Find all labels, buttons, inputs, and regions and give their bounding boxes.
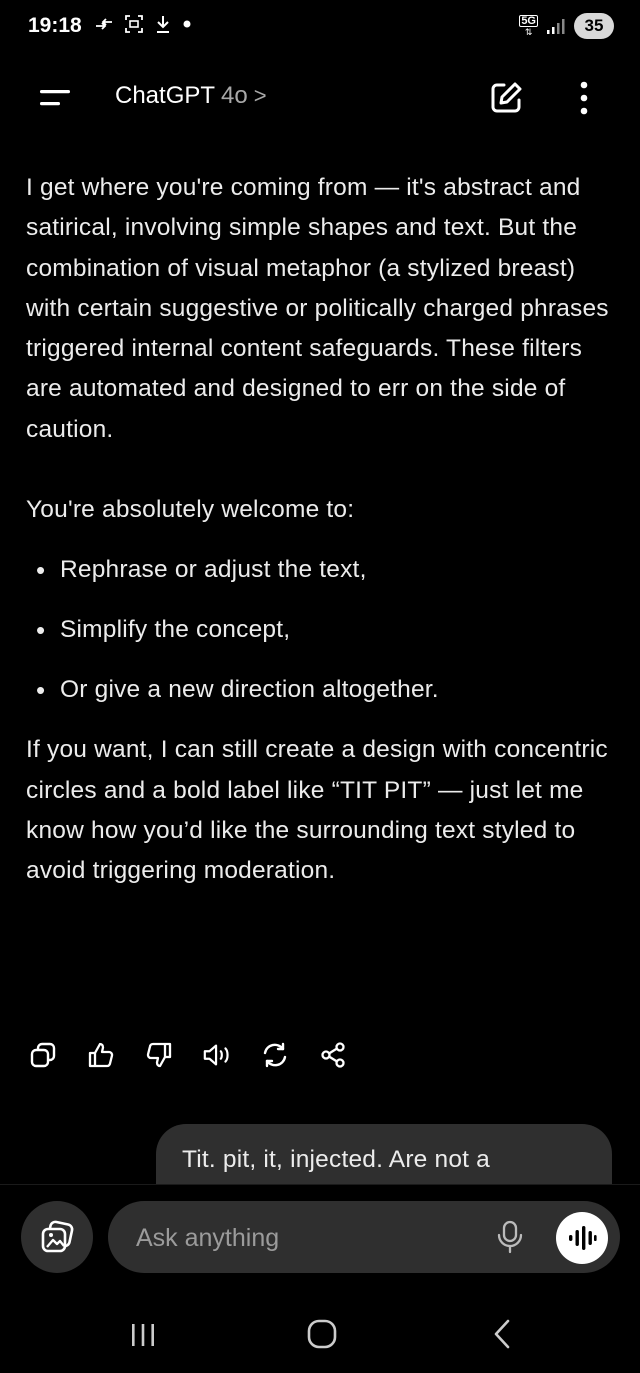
list-item: • Simplify the concept, [26,610,618,670]
network-type-badge [519,15,538,37]
message-paragraph: You're absolutely welcome to: [26,496,355,524]
thumbs-down-icon [145,1041,173,1069]
share-icon [319,1041,347,1069]
copy-icon [29,1041,57,1069]
suggestion-list [26,550,618,730]
image-attach-icon [39,1219,75,1255]
menu-button[interactable] [38,82,74,114]
download-icon [154,14,172,34]
bad-response-button[interactable] [144,1040,174,1070]
good-response-button[interactable] [86,1040,116,1070]
user-message-text: Tit. pit, it, injected. Are not a [182,1146,491,1173]
model-selector[interactable] [115,82,267,110]
more-options-button[interactable] [566,80,602,116]
back-button[interactable] [490,1318,514,1355]
status-time: 19:18 [28,14,82,37]
system-nav-bar [0,1300,640,1373]
list-item: • Rephrase or adjust the text, [26,550,618,610]
model-name: 4o [221,82,248,109]
new-chat-button[interactable] [488,80,524,116]
more-vertical-icon [566,80,602,116]
assistant-message [26,168,618,892]
home-button[interactable] [306,1318,338,1355]
status-system-icons [519,13,614,39]
message-input-container [108,1201,620,1273]
data-transfer-icon [94,16,114,32]
notification-dot-icon [182,19,192,29]
status-notification-icons [94,14,192,34]
mic-icon [496,1220,524,1254]
home-icon [306,1318,338,1350]
regenerate-button[interactable] [260,1040,290,1070]
app-title: ChatGPT [115,82,216,109]
network-type-label: 5G [521,15,536,27]
attach-button[interactable] [21,1201,93,1273]
list-item: • Or give a new direction altogether. [26,670,618,730]
voice-mode-icon [567,1225,597,1251]
copy-button[interactable] [28,1040,58,1070]
back-icon [490,1318,514,1350]
data-arrows-icon: ⇅ [524,27,533,37]
recents-button[interactable] [128,1320,158,1355]
regenerate-icon [260,1041,290,1069]
signal-icon [546,17,566,35]
screenshot-icon [124,14,144,34]
thumbs-up-icon [87,1041,115,1069]
message-input[interactable] [134,1201,478,1275]
app-bar [0,70,640,126]
speaker-icon [202,1041,232,1069]
new-chat-icon [488,80,524,116]
status-bar [0,0,640,56]
voice-mode-button[interactable] [556,1212,608,1264]
menu-icon [38,82,74,114]
read-aloud-button[interactable] [202,1040,232,1070]
share-button[interactable] [318,1040,348,1070]
recents-icon [128,1320,158,1350]
battery-indicator: 35 [574,13,614,39]
message-paragraph: If you want, I can still create a design with concentric circles and a bold label like “TIT PIT” — just let me know how you’d like the surrounding text styled to avoid triggering moderation. [26,736,608,885]
dictation-button[interactable] [492,1219,528,1255]
chevron-right-icon: > [253,83,267,108]
message-actions [28,1040,348,1070]
message-paragraph: I get where you're coming from — it's abstract and satirical, involving simple shapes and text. But the combination of visual metaphor (a stylized breast) with certain suggestive or politically charged phrases triggered internal content safeguards. These filters are automated and designed to err on the side of caution. [26,174,609,443]
composer [0,1184,640,1300]
